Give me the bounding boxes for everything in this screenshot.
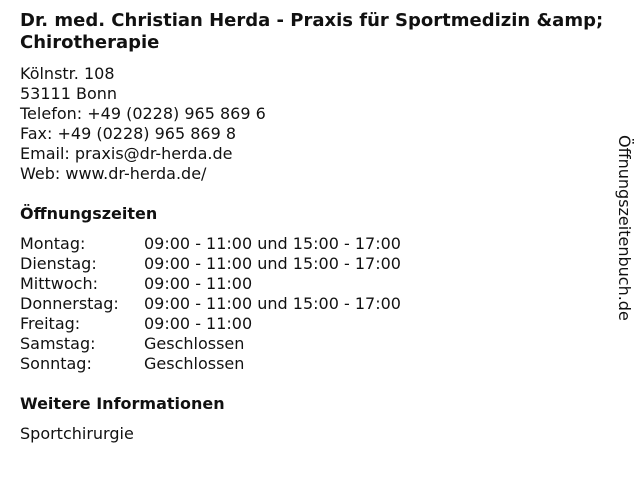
sidebar-brand-text: Öffnungszeitenbuch.de (615, 135, 634, 321)
hours-time: 09:00 - 11:00 (144, 274, 253, 293)
hours-day: Freitag: (20, 314, 81, 333)
hours-day: Dienstag: (20, 254, 97, 273)
opening-hours-table (20, 234, 401, 374)
more-info-text: Sportchirurgie (20, 424, 134, 443)
web-line: Web: www.dr-herda.de/ (20, 164, 207, 183)
email-line: Email: praxis@dr-herda.de (20, 144, 233, 163)
more-info-heading: Weitere Informationen (20, 394, 225, 413)
hours-day: Donnerstag: (20, 294, 119, 313)
phone-line: Telefon: +49 (0228) 965 869 6 (20, 104, 266, 123)
hours-time: 09:00 - 11:00 und 15:00 - 17:00 (144, 234, 401, 253)
hours-day: Samstag: (20, 334, 96, 353)
hours-row-monday (20, 234, 401, 254)
hours-time: 09:00 - 11:00 (144, 314, 253, 333)
hours-time: 09:00 - 11:00 und 15:00 - 17:00 (144, 254, 401, 273)
hours-day: Sonntag: (20, 354, 92, 373)
hours-day: Montag: (20, 234, 86, 253)
hours-row-saturday (20, 334, 401, 354)
page-title: Dr. med. Christian Herda - Praxis für Sportmedizin &amp; Chirotherapie (20, 10, 604, 53)
hours-row-thursday (20, 294, 401, 314)
address-city: 53111 Bonn (20, 84, 118, 103)
sidebar-brand (612, 135, 636, 365)
hours-day: Mittwoch: (20, 274, 98, 293)
hours-row-wednesday (20, 274, 401, 294)
opening-hours-heading: Öffnungszeiten (20, 204, 158, 223)
hours-time: Geschlossen (144, 334, 245, 353)
fax-line: Fax: +49 (0228) 965 869 8 (20, 124, 237, 143)
hours-row-sunday (20, 354, 401, 374)
hours-row-tuesday (20, 254, 401, 274)
hours-row-friday (20, 314, 401, 334)
address-street: Kölnstr. 108 (20, 64, 115, 83)
hours-time: 09:00 - 11:00 und 15:00 - 17:00 (144, 294, 401, 313)
address-block (20, 64, 266, 184)
hours-time: Geschlossen (144, 354, 245, 373)
